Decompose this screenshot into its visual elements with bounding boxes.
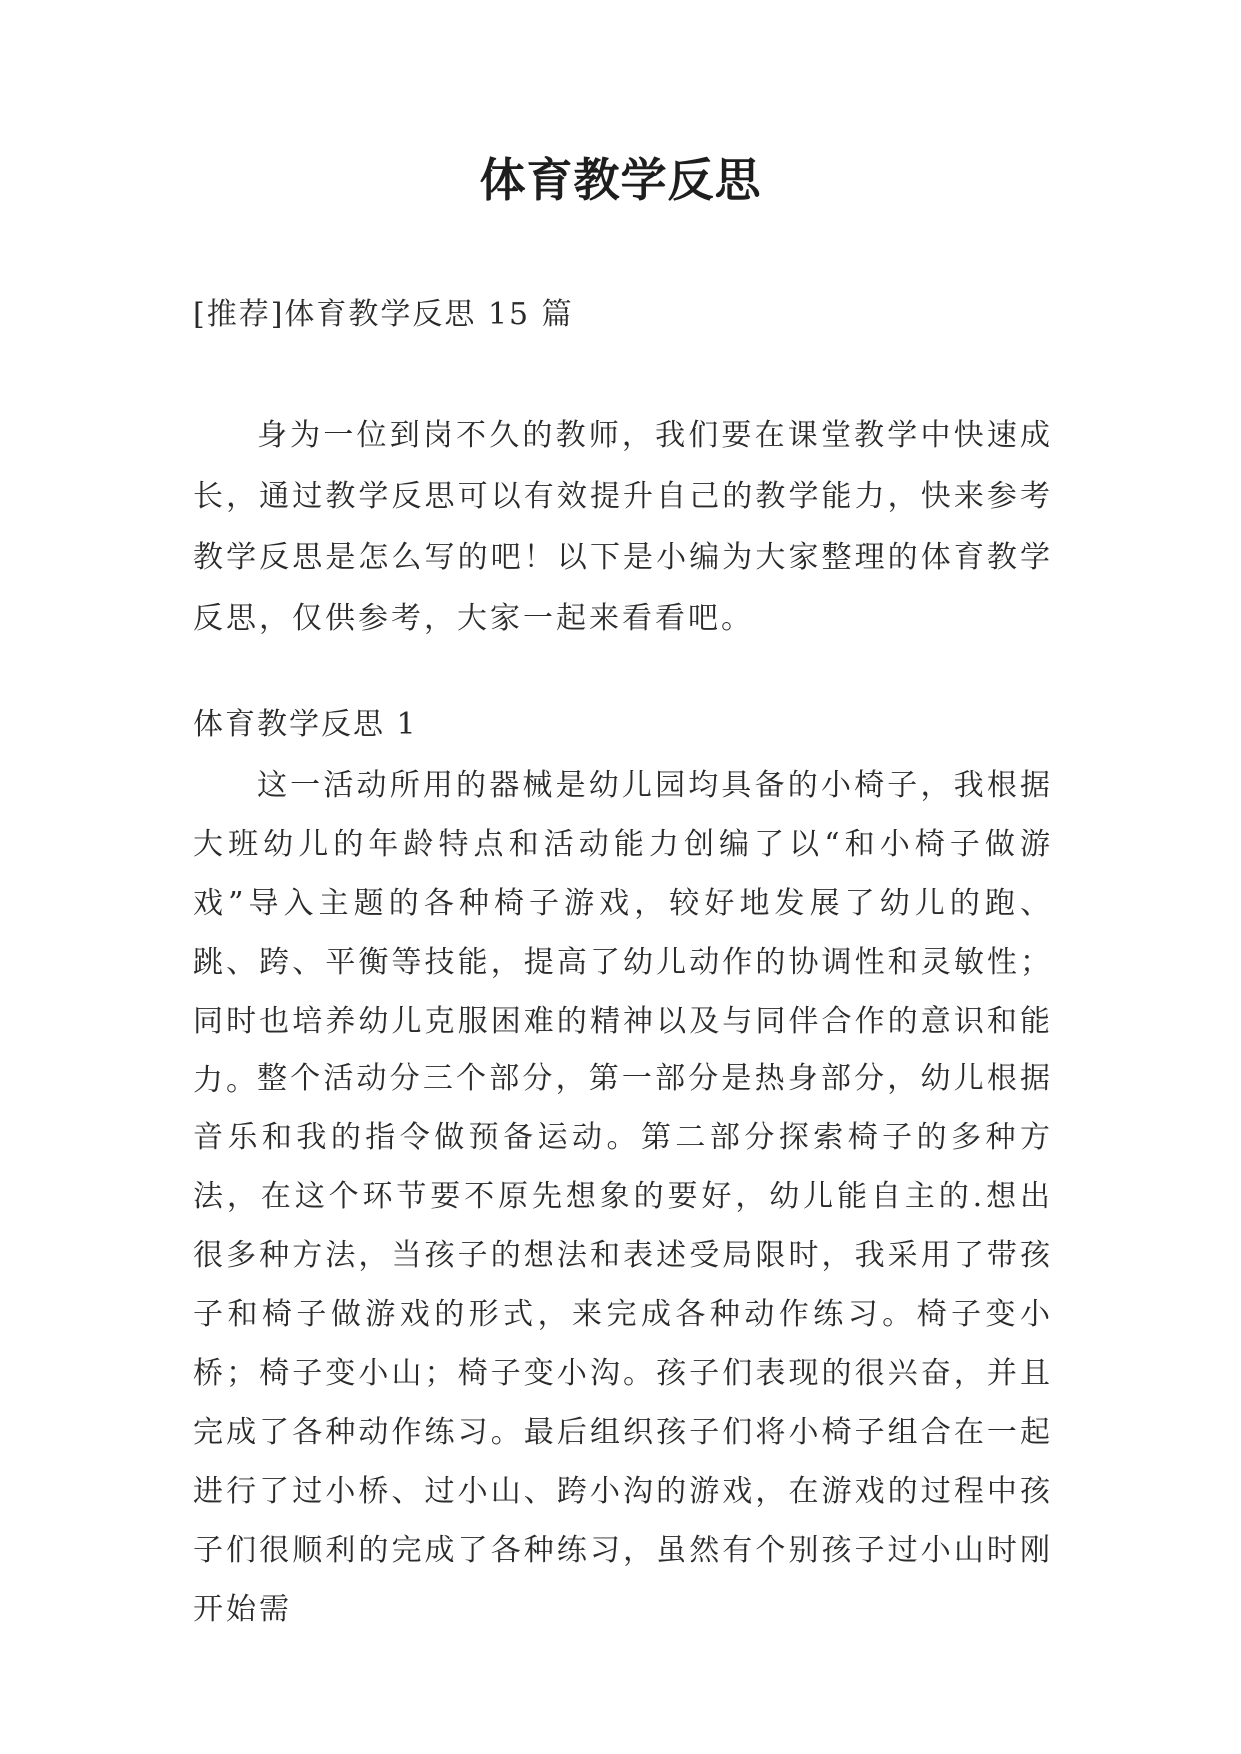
- document-subtitle: [推荐]体育教学反思 15 篇: [193, 297, 574, 332]
- intro-paragraph: 身为一位到岗不久的教师，我们要在课堂教学中快速成长，通过教学反思可以有效提升自己的教学能力，快来参考教学反思是怎么写的吧！以下是小编为大家整理的体育教学反思，仅供参考，大家一起来看看吧。: [193, 418, 1053, 636]
- body-paragraph: 整个活动分三个部分，第一部分是热身部分，幼儿根据音乐和我的指令做预备运动。第二部分探索椅子的多种方法，在这个环节要不原先想象的要好，幼儿能自主的.想出很多种方法，当孩子的想法和表述受局限时，我采用了带孩子和椅子做游戏的形式，来完成各种动作练习。椅子变小桥；椅子变小山；椅子变小沟。孩子们表现的很兴奋，并且完成了各种动作练习。最后组织孩子们将小椅子组合在一起进行了过小桥、过小山、跨小沟的游戏，在游戏的过程中孩子们很顺利的完成了各种练习，虽然有个别孩子过小山时刚开始需: [193, 1061, 1053, 1627]
- document-title: 体育教学反思: [479, 153, 762, 207]
- body-paragraph: 这一活动所用的器械是幼儿园均具备的小椅子，我根据大班幼儿的年龄特点和活动能力创编了以“和小椅子做游戏”导入主题的各种椅子游戏，较好地发展了幼儿的跑、跳、跨、平衡等技能，提高了幼儿动作的协调性和灵敏性；同时也培养幼儿克服困难的精神以及与同伴合作的意识和能力。: [193, 768, 1053, 1098]
- section-heading: 体育教学反思 1: [193, 707, 418, 742]
